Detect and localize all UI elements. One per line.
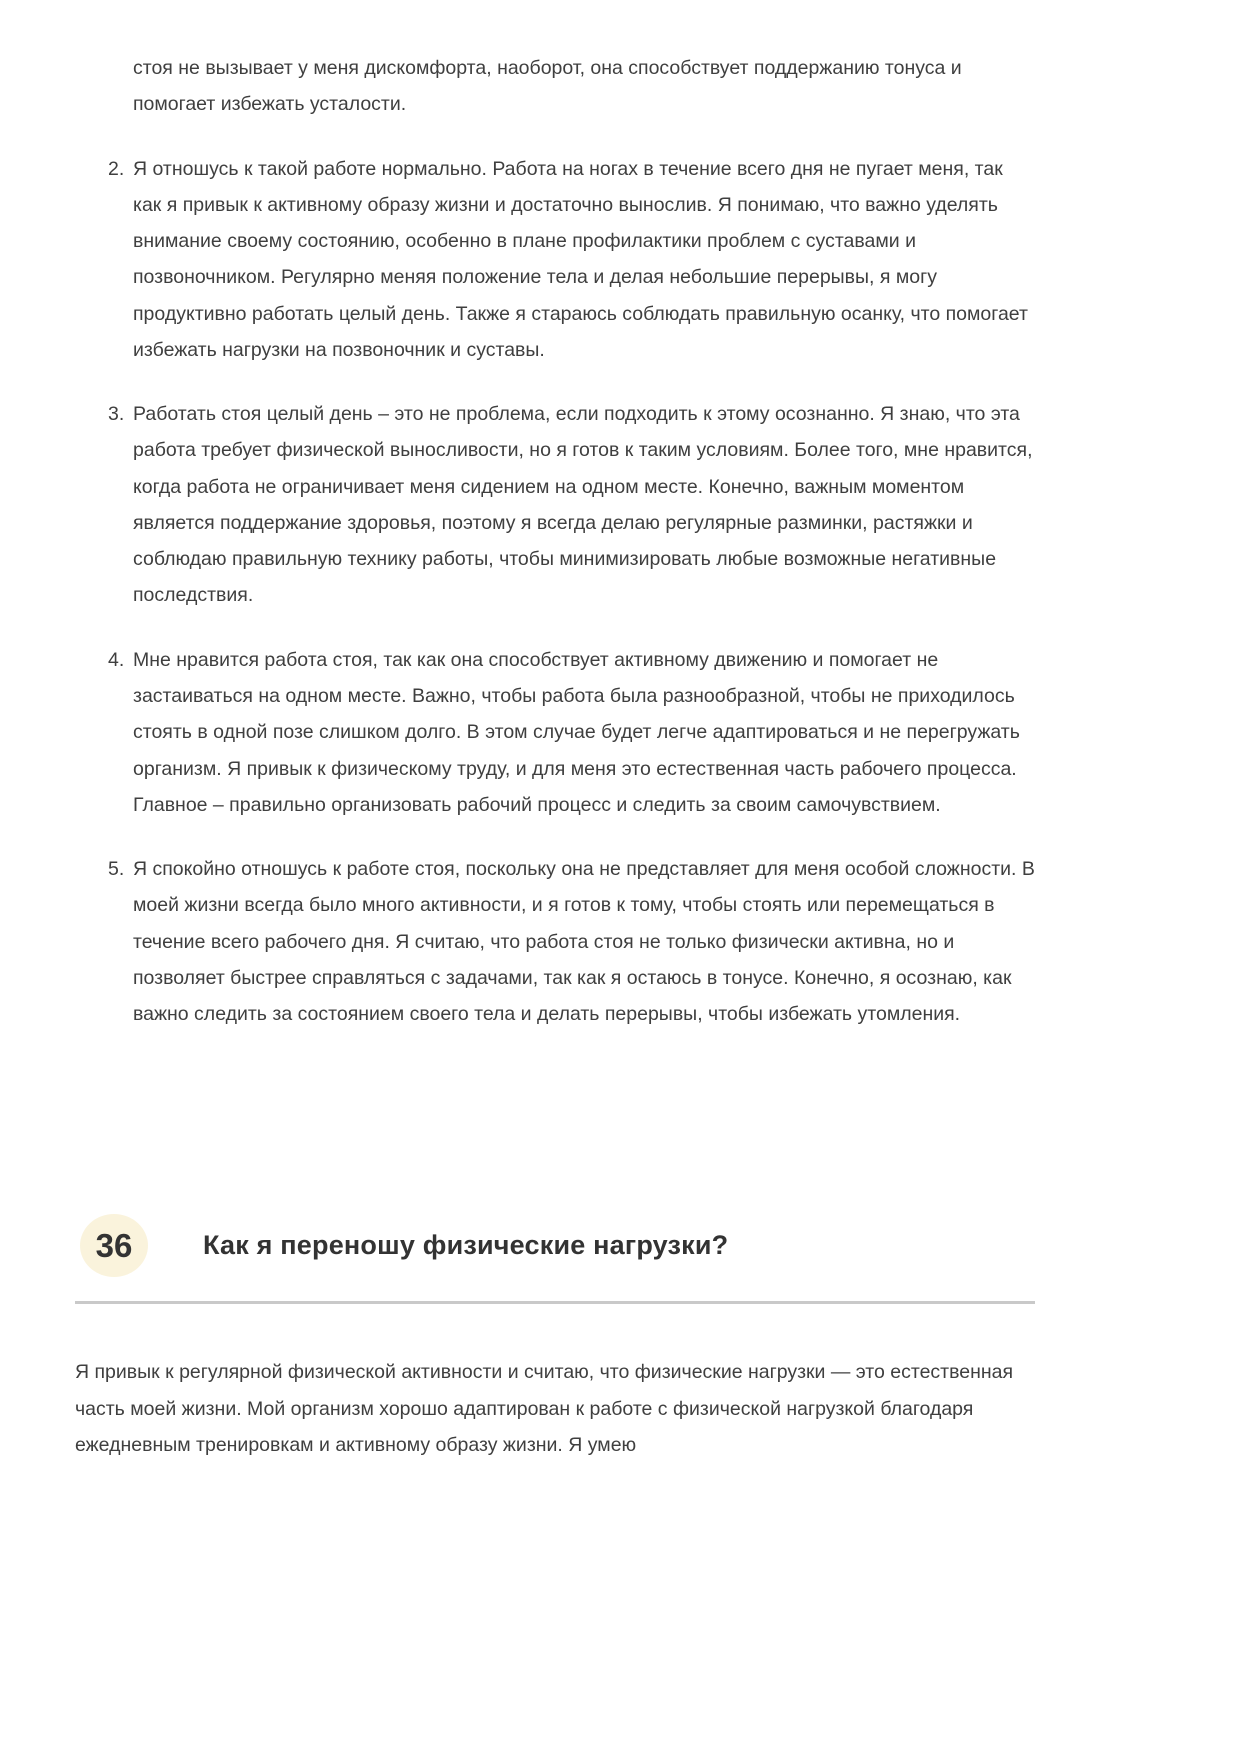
- list-item-text: Я спокойно отношусь к работе стоя, поскольку она не представляет для меня особой сложности. В моей жизни всегда было много активности, и я готов к тому, чтобы стоять или перемещаться в течение всего рабочего дня. Я считаю, что работа стоя не только физически активна, но и позволяет быстрее справляться с задачами, так как я остаюсь в тонусе. Конечно, я осознаю, как важно следить за состоянием своего тела и делать перерывы, чтобы избежать утомления.: [133, 858, 1035, 1026]
- list-item-text: Мне нравится работа стоя, так как она способствует активному движению и помогает не застаиваться на одном месте. Важно, чтобы работа была разнообразной, чтобы не приходилось стоять в одной позе слишком долго. В этом случае будет легче адаптироваться и не перегружать организм. Я привык к физическому труду, и для меня это естественная часть рабочего процесса. Главное – правильно организовать рабочий процесс и следить за своим самочувствием.: [133, 648, 1020, 816]
- answer-paragraph: Я привык к регулярной физической активности и считаю, что физические нагрузки — это естественная часть моей жизни. Мой организм хорошо адаптирован к работе с физической нагрузкой благодаря ежедневным тренировкам и активному образу жизни. Я умею: [75, 1361, 1014, 1456]
- section-divider: [75, 1301, 1035, 1304]
- list-item-number: 3.: [108, 403, 125, 426]
- answers-list: [75, 151, 1035, 1033]
- list-item-text: Работать стоя целый день – это не проблема, если подходить к этому осознанно. Я знаю, что эта работа требует физической выносливости, но я готов к таким условиям. Более того, мне нравится, когда работа не ограничивает меня сидением на одном месте. Конечно, важным моментом является поддержание здоровья, поэтому я всегда делаю регулярные разминки, растяжки и соблюдаю правильную технику работы, чтобы минимизировать любые возможные негативные последствия.: [133, 403, 1033, 607]
- list-item-text: Я отношусь к такой работе нормально. Работа на ногах в течение всего дня не пугает меня, так как я привык к активному образу жизни и достаточно вынослив. Я понимаю, что важно уделять внимание своему состоянию, особенно в плане профилактики проблем с суставами и позвоночником. Регулярно меняя положение тела и делая небольшие перерывы, я могу продуктивно работать целый день. Также я стараюсь соблюдать правильную осанку, что помогает избежать нагрузки на позвоночник и суставы.: [133, 157, 1028, 361]
- question-number-badge: 36: [80, 1214, 148, 1277]
- list-item: [108, 396, 1035, 614]
- list-item-number: 5.: [108, 858, 125, 881]
- list-item-number: 4.: [108, 648, 125, 671]
- question-section: [75, 1214, 1035, 1463]
- section-header: [80, 1214, 1035, 1277]
- list-item: [108, 151, 1035, 369]
- section-title: Как я переношу физические нагрузки?: [203, 1230, 729, 1261]
- list-item: [108, 851, 1035, 1032]
- document-page: [75, 0, 1035, 1463]
- continuation-paragraph: стоя не вызывает у меня дискомфорта, наоборот, она способствует поддержанию тонуса и помогает избежать усталости.: [133, 57, 962, 116]
- list-item-number: 2.: [108, 157, 125, 180]
- list-item: [108, 642, 1035, 823]
